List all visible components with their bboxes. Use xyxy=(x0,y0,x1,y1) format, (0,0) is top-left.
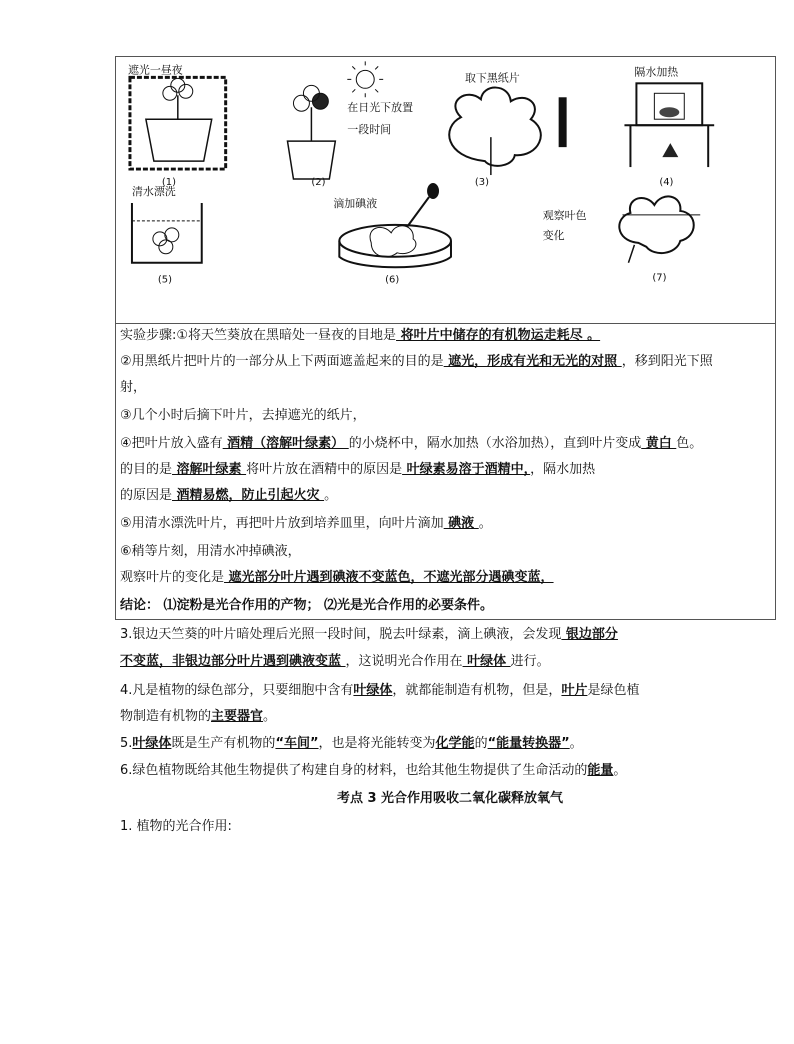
fig-label-dark: 遮光一昼夜 xyxy=(127,63,183,77)
figure-7-observe xyxy=(543,196,701,283)
p4-key-2: 叶片 xyxy=(561,683,588,698)
step-4-purpose xyxy=(120,461,595,479)
p5-key-1: 叶绿体 xyxy=(132,736,172,751)
step-2-answer: 遮光，形成有光和无光的对照 xyxy=(443,354,622,369)
paragraph-3-continued xyxy=(120,653,780,671)
paragraph-6 xyxy=(120,762,780,780)
fig-label-remove-paper: 取下黑纸片 xyxy=(464,71,520,85)
p3-text-b: ，这说明光合作用在 xyxy=(345,654,463,669)
p5-text-f: 。 xyxy=(569,736,583,751)
step-3: ③几个小时后摘下叶片，去掉遮光的纸片， xyxy=(120,408,366,423)
step-2-continued: 射， xyxy=(120,380,147,395)
step-5-text: ⑤用清水漂洗叶片，再把叶片放到培养皿里，向叶片滴加 xyxy=(120,516,444,531)
p5-key-3: 化学能 xyxy=(435,736,475,751)
step-4 xyxy=(120,435,702,453)
item-1: 1. 植物的光合作用: xyxy=(120,819,232,834)
step-4-text-f: ，隔水加热 xyxy=(530,462,596,477)
step-4-answer-5: 酒精易燃，防止引起火灾 xyxy=(172,488,325,503)
step-7 xyxy=(120,569,554,587)
figure-5-rinse xyxy=(132,184,202,286)
step-1 xyxy=(120,327,600,345)
p4-text-c: ，就都能制造有机物，但是， xyxy=(392,683,562,698)
p3-answer-1: 银边部分 xyxy=(561,627,618,642)
paragraph-5 xyxy=(120,735,780,753)
step-6: ⑥稍等片刻，用清水冲掉碘液， xyxy=(120,544,301,559)
paragraph-4 xyxy=(120,682,780,700)
figure-6-iodine xyxy=(333,183,451,286)
fig-label-sunlight: 在日光下放置 xyxy=(347,101,414,115)
section-heading: 考点 3 光合作用吸收二氧化碳释放氧气 xyxy=(336,791,564,806)
p4-key-1: 叶绿体 xyxy=(353,683,393,698)
p4-text: 4.凡是植物的绿色部分，只要细胞中含有 xyxy=(120,683,354,698)
fig-label-change: 变化 xyxy=(542,228,565,242)
p6-key: 能量 xyxy=(587,763,614,778)
step-1-answer: 将叶片中储存的有机物运走耗尽 。 xyxy=(396,328,601,343)
p5-text-e: 的 xyxy=(474,736,488,751)
step-2 xyxy=(120,353,713,371)
step-4-text-b: 的小烧杯中，隔水加热（水浴加热），直到叶片变成 xyxy=(348,436,642,451)
step-5-answer: 碘液 xyxy=(443,516,479,531)
step-5 xyxy=(120,515,492,533)
step-4-text-c: 色。 xyxy=(676,436,703,451)
p5-number: 5. xyxy=(120,736,133,751)
step-4-text-g: 的原因是 xyxy=(120,488,173,503)
table-divider xyxy=(116,323,775,324)
p5-key-4: “能量转换器” xyxy=(487,736,570,751)
p5-text-c: 既是生产有机物的 xyxy=(171,736,276,751)
p5-text-d: ，也是将光能转变为 xyxy=(318,736,436,751)
step-4-reason xyxy=(120,487,337,505)
p3-answer-3: 叶绿体 xyxy=(462,654,511,669)
step-4-text-d: 的目的是 xyxy=(120,462,173,477)
step-4-answer-1: 酒精（溶解叶绿素） xyxy=(222,436,349,451)
step-4-answer-3: 溶解叶绿素 xyxy=(172,462,247,477)
fig-label-iodine: 滴加碘液 xyxy=(333,196,378,210)
step-2-text: ②用黑纸片把叶片的一部分从上下两面遮盖起来的目的是 xyxy=(120,354,444,369)
figure-2-sunlight xyxy=(287,61,413,188)
fig-num-5: (5) xyxy=(157,274,172,286)
step-4-text: ④把叶片放入盛有 xyxy=(120,436,223,451)
fig-label-rinse: 清水漂洗 xyxy=(131,184,176,198)
step-4-answer-2: 黄白 xyxy=(641,436,677,451)
step-7-answer: 遮光部分叶片遇到碘液不变蓝色，不遮光部分遇碘变蓝， xyxy=(224,570,554,585)
paragraph-3 xyxy=(120,626,780,644)
p4-text-d: 是绿色植 xyxy=(587,683,640,698)
p4-text-f: 。 xyxy=(263,709,277,724)
fig-num-6: (6) xyxy=(385,274,400,286)
experiment-figures xyxy=(116,57,775,323)
p6-text: 6.绿色植物既给其他生物提供了构建自身的材料，也给其他生物提供了生命活动的 xyxy=(120,763,588,778)
step-4-text-e: 将叶片放在酒精中的原因是 xyxy=(246,462,403,477)
figure-4-water-bath xyxy=(624,64,714,188)
p3-text-c: 进行。 xyxy=(510,654,550,669)
fig-label-duration: 一段时间 xyxy=(347,123,392,137)
fig-label-observe: 观察叶色 xyxy=(542,208,587,222)
step-5-text-b: 。 xyxy=(478,516,492,531)
conclusion: 结论： ⑴淀粉是光合作用的产物； ⑵光是光合作用的必要条件。 xyxy=(120,598,494,613)
fig-num-3: (3) xyxy=(474,177,490,189)
figure-3-leaf xyxy=(449,70,566,188)
fig-num-4: (4) xyxy=(659,177,674,189)
step-1-text: 实验步骤:①将天竺葵放在黑暗处一昼夜的目地是 xyxy=(120,328,397,343)
p3-text: 3.银边天竺葵的叶片暗处理后光照一段时间，脱去叶绿素，滴上碘液，会发现 xyxy=(120,627,562,642)
step-4-text-h: 。 xyxy=(324,488,338,503)
p5-key-2: “车间” xyxy=(275,736,319,751)
fig-num-2: (2) xyxy=(311,177,326,189)
paragraph-4-continued xyxy=(120,708,780,726)
step-7-text: 观察叶片的变化是 xyxy=(120,570,225,585)
p4-key-3: 主要器官 xyxy=(211,709,264,724)
p4-text-e: 物制造有机物的 xyxy=(120,709,212,724)
fig-label-water-bath: 隔水加热 xyxy=(634,65,679,79)
fig-num-7: (7) xyxy=(652,272,667,284)
step-2-text-b: ，移到阳光下照 xyxy=(621,354,713,369)
p6-text-c: 。 xyxy=(613,763,627,778)
fig-num-1: (1) xyxy=(161,177,176,189)
step-4-answer-4: 叶绿素易溶于酒精中， xyxy=(402,462,531,477)
p3-answer-2: 不变蓝，非银边部分叶片遇到碘液变蓝 xyxy=(120,654,346,669)
figure-1-dark-treatment xyxy=(128,62,226,188)
experiment-table xyxy=(115,56,776,620)
